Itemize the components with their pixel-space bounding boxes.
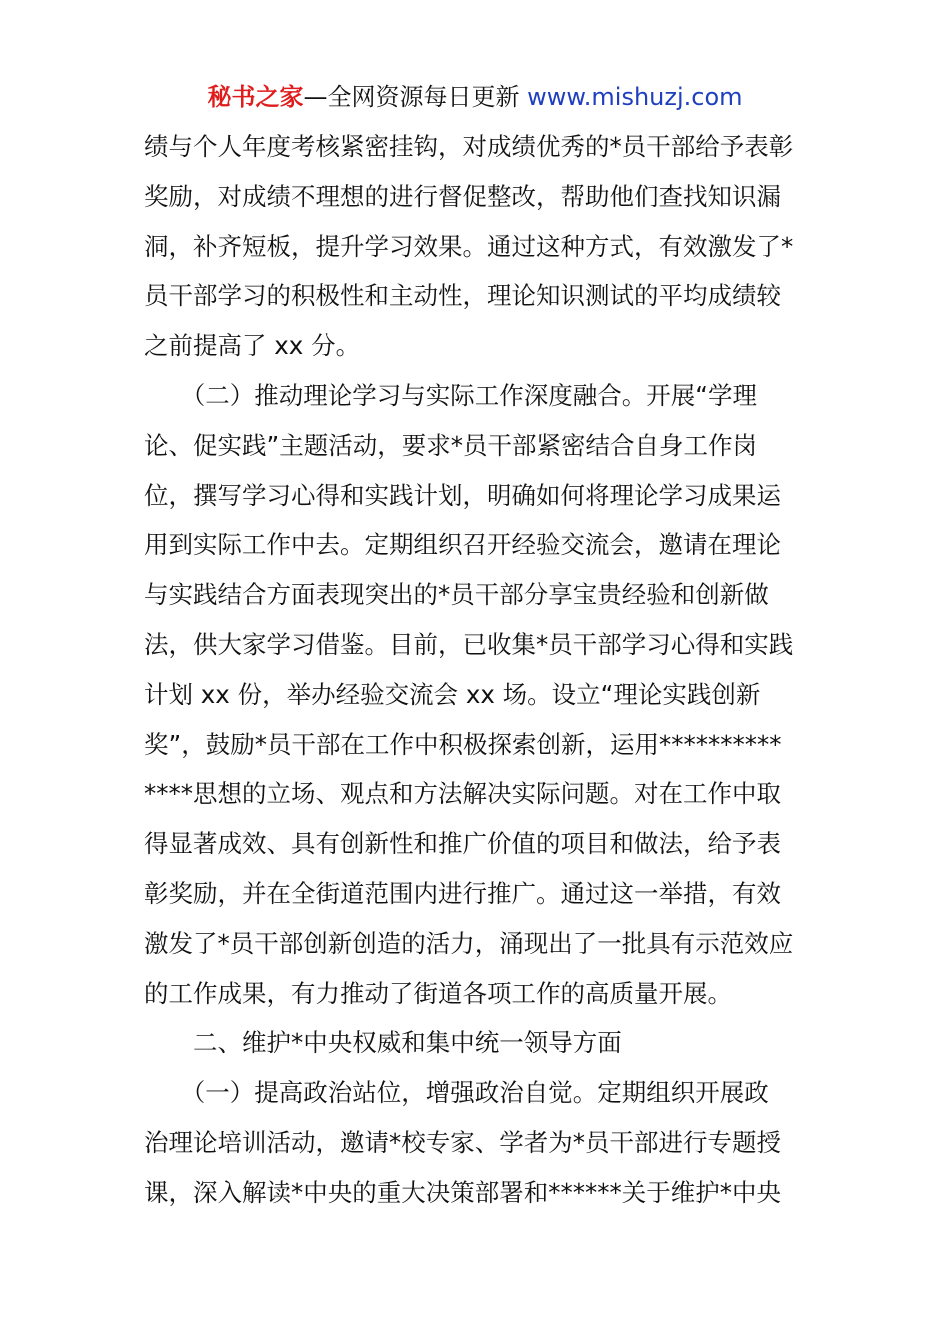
text-line: 绩与个人年度考核紧密挂钩，对成绩优秀的*员干部给予表彰 [144, 132, 794, 161]
text-line: 之前提高了 xx 分。 [144, 331, 361, 361]
text-line: 的工作成果，有力推动了街道各项工作的高质量开展。 [144, 978, 732, 1008]
site-tagline: —全网资源每日更新 [303, 83, 528, 111]
text-line: 得显著成效、具有创新性和推广价值的项目和做法，给予表 [144, 829, 781, 859]
section-heading-line: （一）提高政治站位，增强政治自觉。定期组织开展政 [144, 1078, 769, 1108]
text-line: 论、促实践”主题活动，要求*员干部紧密结合自身工作岗 [144, 430, 757, 460]
text-line: 洞，补齐短板，提升学习效果。通过这种方式，有效激发了* [144, 231, 794, 261]
text-line: 奖”，鼓励*员干部在工作中积极探索创新，运用********** [144, 729, 782, 759]
text-line: 计划 xx 份，举办经验交流会 xx 场。设立“理论实践创新 [144, 679, 761, 709]
site-header [0, 80, 950, 114]
text-line: 法，供大家学习借鉴。目前，已收集*员干部学习心得和实践 [144, 629, 794, 659]
text-line: 员干部学习的积极性和主动性，理论知识测试的平均成绩较 [144, 281, 781, 311]
text-line: 用到实际工作中去。定期组织召开经验交流会，邀请在理论 [144, 530, 781, 560]
site-brand: 秘书之家 [207, 83, 304, 111]
text-line: 位，撰写学习心得和实践计划，明确如何将理论学习成果运 [144, 480, 781, 510]
text-line: 课，深入解读*中央的重大决策部署和******关于维护*中央 [144, 1177, 781, 1207]
section-title-line: 二、维护*中央权威和集中统一领导方面 [144, 1028, 622, 1058]
site-url[interactable]: www.mishuzj.com [527, 83, 743, 111]
text-line: 激发了*员干部创新创造的活力，涌现出了一批具有示范效应 [144, 928, 794, 958]
section-heading-line: （二）推动理论学习与实际工作深度融合。开展“学理 [144, 380, 757, 410]
text-line: 彰奖励，并在全街道范围内进行推广。通过这一举措，有效 [144, 878, 781, 908]
text-line: 与实践结合方面表现突出的*员干部分享宝贵经验和创新做 [144, 580, 769, 610]
text-line: 治理论培训活动，邀请*校专家、学者为*员干部进行专题授 [144, 1127, 781, 1157]
document-body [144, 122, 814, 1218]
text-line: ****思想的立场、观点和方法解决实际问题。对在工作中取 [144, 779, 781, 809]
text-line: 奖励，对成绩不理想的进行督促整改，帮助他们查找知识漏 [144, 181, 781, 211]
